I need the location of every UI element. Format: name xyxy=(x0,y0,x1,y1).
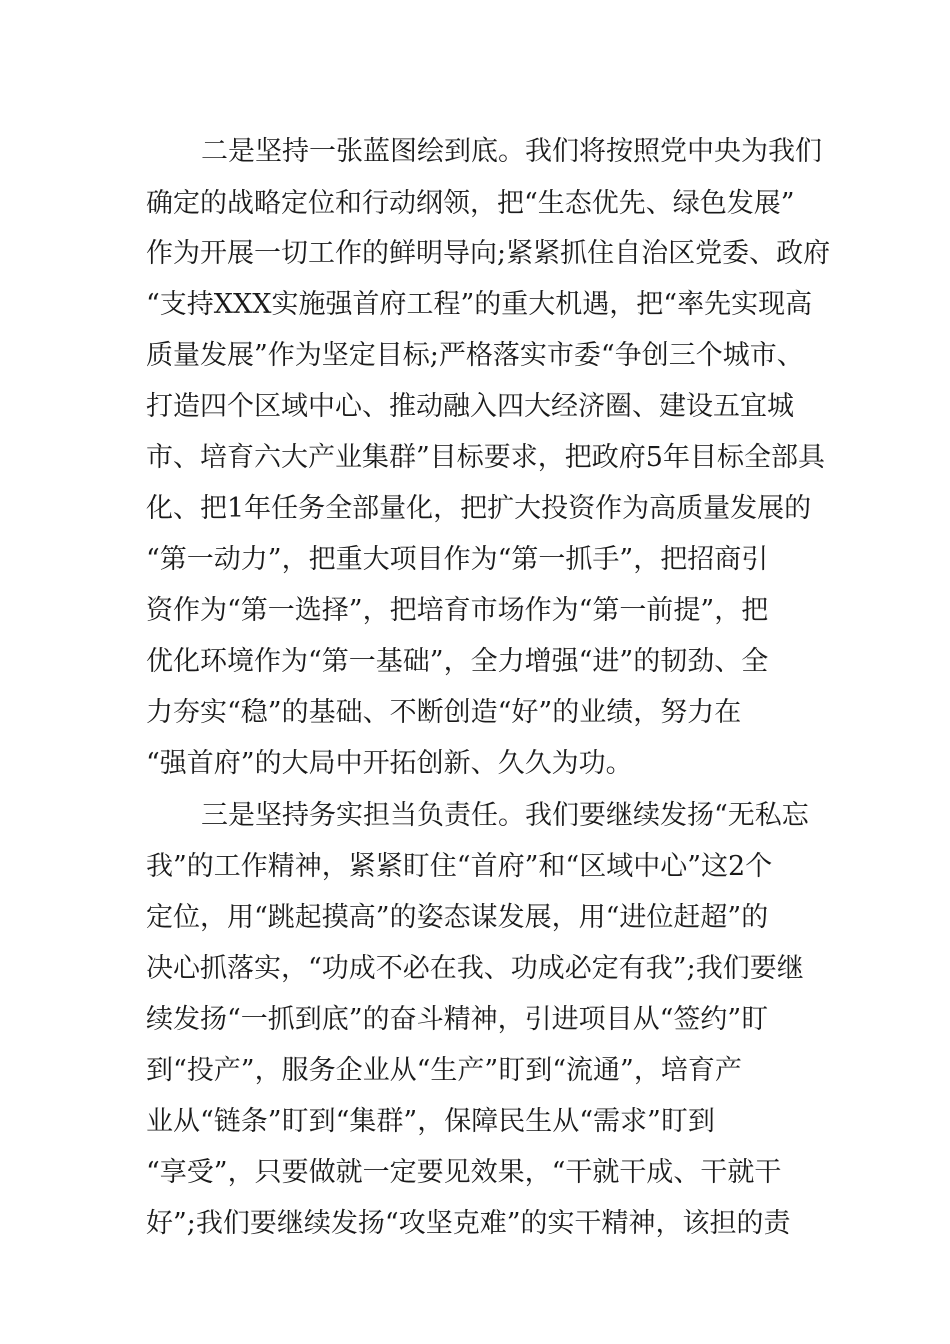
paragraph-line: 质量发展”作为坚定目标;严格落实市委“争创三个城市、 xyxy=(146,340,804,371)
paragraph-line: 续发扬“一抓到底”的奋斗精神，引进项目从“签约”盯 xyxy=(146,1004,769,1035)
paragraph-line: 打造四个区域中心、推动融入四大经济圈、建设五宜城 xyxy=(146,391,794,422)
paragraph-line: 资作为“第一选择”，把培育市场作为“第一前提”，把 xyxy=(146,595,769,626)
paragraph-line: 好”;我们要继续发扬“攻坚克难”的实干精神，该担的责 xyxy=(146,1208,791,1239)
paragraph-line: 化、把1年任务全部量化，把扩大投资作为高质量发展的 xyxy=(146,493,812,524)
paragraph-line: 作为开展一切工作的鲜明导向;紧紧抓住自治区党委、政府 xyxy=(146,238,831,269)
paragraph-line: “支持XXX实施强首府工程”的重大机遇，把“率先实现高 xyxy=(146,289,813,320)
paragraph-line: 确定的战略定位和行动纲领，把“生态优先、绿色发展” xyxy=(146,188,795,219)
paragraph-line: 力夯实“稳”的基础、不断创造“好”的业绩，努力在 xyxy=(146,697,742,728)
paragraph-line: 定位，用“跳起摸高”的姿态谋发展，用“进位赶超”的 xyxy=(146,902,769,933)
paragraph-line: 三是坚持务实担当负责任。我们要继续发扬“无私忘 xyxy=(201,800,809,831)
paragraph-line: 决心抓落实，“功成不必在我、功成必定有我”;我们要继 xyxy=(146,953,804,984)
paragraph-line: 优化环境作为“第一基础”，全力增强“进”的韧劲、全 xyxy=(146,646,769,677)
paragraph-line: 二是坚持一张蓝图绘到底。我们将按照党中央为我们 xyxy=(201,136,822,167)
paragraph-line: 市、培育六大产业集群”目标要求，把政府5年目标全部具 xyxy=(146,442,825,473)
paragraph-line: 业从“链条”盯到“集群”，保障民生从“需求”盯到 xyxy=(146,1106,715,1137)
paragraph-line: 我”的工作精神，紧紧盯住“首府”和“区域中心”这2个 xyxy=(146,851,773,882)
paragraph-line: “第一动力”，把重大项目作为“第一抓手”，把招商引 xyxy=(146,544,769,575)
paragraph-line: “享受”，只要做就一定要见效果，“干就干成、干就干 xyxy=(146,1157,782,1188)
paragraph-line: 到“投产”，服务企业从“生产”盯到“流通”，培育产 xyxy=(146,1055,742,1086)
paragraph-line: “强首府”的大局中开拓创新、久久为功。 xyxy=(146,748,633,779)
